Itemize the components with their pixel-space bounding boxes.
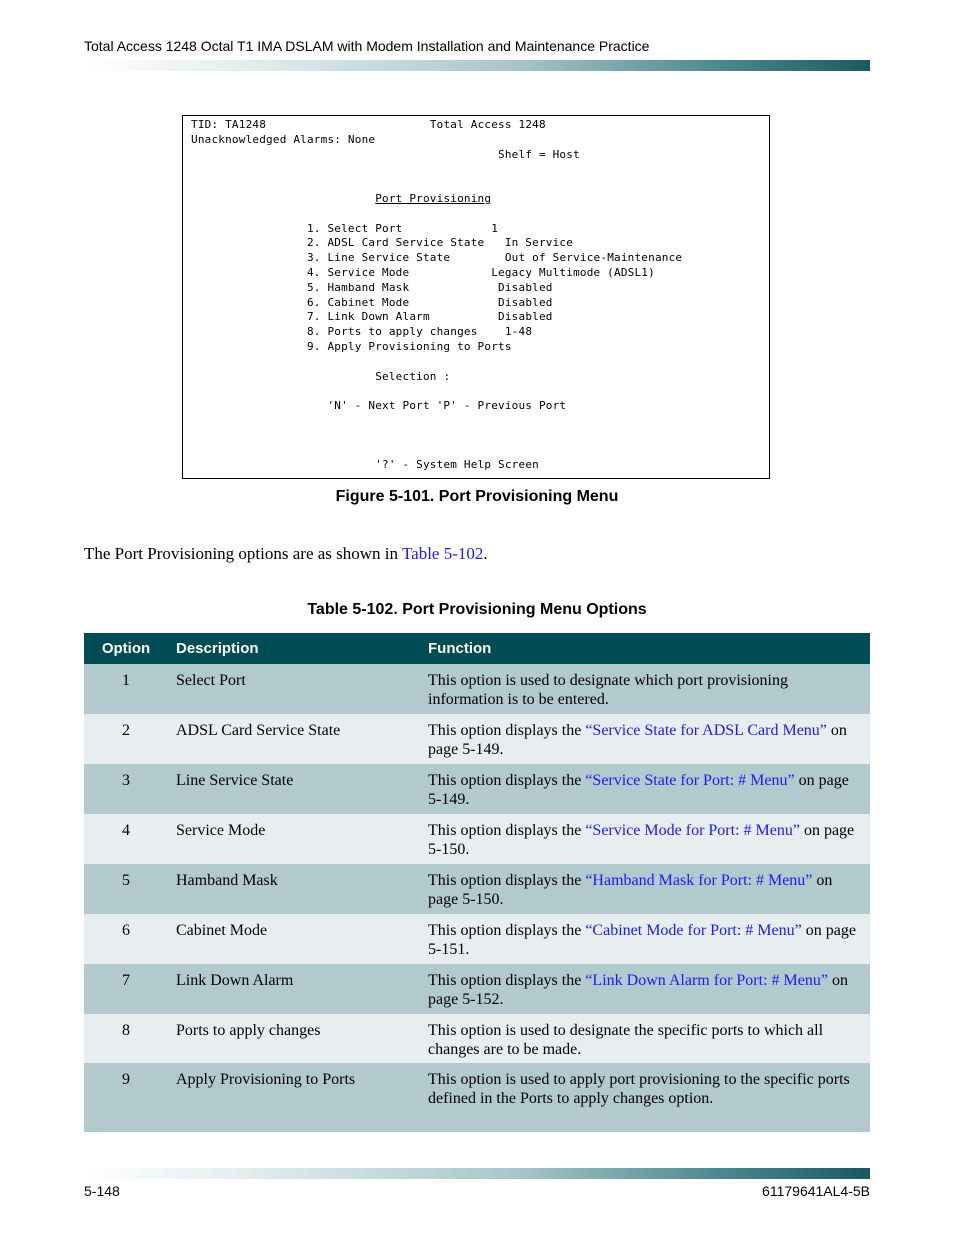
terminal-menu-item: 2. ADSL Card Service State [306, 236, 485, 250]
table-row [84, 914, 870, 964]
option-cell: 1 [84, 664, 168, 714]
intro-paragraph: The Port Provisioning options are as shown in Table 5-102. [84, 544, 488, 563]
header-function: Function [420, 633, 870, 664]
terminal-menu-item: 9. Apply Provisioning to Ports [306, 339, 512, 353]
function-cell: This option displays the “Service Mode for Port: # Menu” on page 5-150. [420, 814, 870, 864]
terminal-menu-item: 6. Cabinet Mode [306, 295, 410, 309]
footer-decorative-bar [84, 1168, 870, 1179]
options-table [84, 633, 870, 1132]
option-cell: 6 [84, 914, 168, 964]
table-row [84, 1063, 870, 1132]
terminal-help-hint: '?' - System Help Screen [375, 458, 539, 472]
table-header-row [84, 633, 870, 664]
table-row [84, 864, 870, 914]
terminal-menu-item: 4. Service Mode [306, 265, 410, 279]
table-row [84, 764, 870, 814]
function-cell: This option displays the “Link Down Alarm for Port: # Menu” on page 5-152. [420, 964, 870, 1014]
document-number: 61179641AL4-5B [762, 1183, 870, 1199]
terminal-menu-title: Port Provisioning [375, 191, 492, 205]
function-cell: This option displays the “Cabinet Mode for Port: # Menu” on page 5-151. [420, 914, 870, 964]
terminal-tid: TID: TA1248 [191, 118, 267, 131]
table-row [84, 964, 870, 1014]
option-cell: 3 [84, 764, 168, 814]
function-cell: This option displays the “Service State for ADSL Card Menu” on page 5-149. [420, 714, 870, 764]
cross-reference-link[interactable]: “Hamband Mask for Port: # Menu” [585, 872, 813, 889]
header-option: Option [84, 633, 168, 664]
cross-reference-link[interactable]: “Service Mode for Port: # Menu” [585, 822, 800, 839]
terminal-product: Total Access 1248 [429, 118, 546, 131]
function-cell: This option is used to apply port provisioning to the specific ports defined in the Ports to apply changes option. [420, 1063, 870, 1132]
description-cell: Link Down Alarm [168, 964, 420, 1014]
figure-caption: Figure 5-101. Port Provisioning Menu [335, 488, 619, 505]
table-row [84, 1014, 870, 1063]
option-cell: 9 [84, 1063, 168, 1132]
terminal-alarms: Unacknowledged Alarms: None [191, 132, 376, 146]
running-header-title: Total Access 1248 Octal T1 IMA DSLAM with Modem Installation and Maintenance Practice [84, 38, 650, 54]
cross-reference-link[interactable]: “Service State for ADSL Card Menu” [585, 722, 827, 739]
description-cell: Select Port [168, 664, 420, 714]
description-cell: Ports to apply changes [168, 1014, 420, 1063]
header-description: Description [168, 633, 420, 664]
header-decorative-bar [84, 60, 870, 71]
terminal-menu-item: 3. Line Service State [306, 251, 451, 265]
terminal-menu-item: 1. Select Port [306, 221, 403, 235]
table-row [84, 664, 870, 714]
option-cell: 5 [84, 864, 168, 914]
terminal-text: TID: TA1248 Total Access 1248 Unacknowledged Alarms: None Shelf = Host Port Provisioning 1. Select Port 1 2. ADSL Card Service State In Service 3. Line Service State Out of Service-Maintenance 4. Service Mode Legacy Multimode (ADSL1) 5. Hamband Mask Disabled 6. Cabinet Mode Disabled 7. Link Down Alarm Disabled 8. Ports to apply changes 1-48 9. Apply Provisioning to Ports Selection : 'N' - Next Port 'P' - Previous Port '?' - System Help Screen [191, 118, 683, 472]
terminal-menu-item: 5. Hamband Mask [306, 280, 410, 294]
terminal-selection-prompt: Selection : [375, 369, 451, 383]
description-cell: ADSL Card Service State [168, 714, 420, 764]
terminal-shelf: Shelf = Host [498, 147, 580, 161]
terminal-screen [182, 115, 770, 479]
function-cell: This option is used to designate which port provisioning information is to be entered. [420, 664, 870, 714]
table-row [84, 814, 870, 864]
option-cell: 2 [84, 714, 168, 764]
function-cell: This option is used to designate the specific ports to which all changes are to be made. [420, 1014, 870, 1063]
cross-reference-link[interactable]: “Cabinet Mode for Port: # Menu” [585, 922, 802, 939]
table-row [84, 714, 870, 764]
description-cell: Line Service State [168, 764, 420, 814]
option-cell: 8 [84, 1014, 168, 1063]
table-body [84, 664, 870, 1132]
terminal-menu-item: 7. Link Down Alarm [306, 310, 430, 324]
table-xref-link[interactable]: Table 5-102 [401, 544, 484, 563]
terminal-nav-hint: 'N' - Next Port 'P' - Previous Port [327, 399, 567, 413]
option-cell: 7 [84, 964, 168, 1014]
page-number: 5-148 [84, 1183, 120, 1199]
description-cell: Apply Provisioning to Ports [168, 1063, 420, 1132]
terminal-menu-item: 8. Ports to apply changes [306, 325, 478, 339]
cross-reference-link[interactable]: “Service State for Port: # Menu” [585, 772, 795, 789]
description-cell: Hamband Mask [168, 864, 420, 914]
description-cell: Service Mode [168, 814, 420, 864]
option-cell: 4 [84, 814, 168, 864]
function-cell: This option displays the “Service State for Port: # Menu” on page 5-149. [420, 764, 870, 814]
description-cell: Cabinet Mode [168, 914, 420, 964]
function-cell: This option displays the “Hamband Mask for Port: # Menu” on page 5-150. [420, 864, 870, 914]
cross-reference-link[interactable]: “Link Down Alarm for Port: # Menu” [585, 972, 828, 989]
table-caption: Table 5-102. Port Provisioning Menu Options [307, 601, 647, 618]
